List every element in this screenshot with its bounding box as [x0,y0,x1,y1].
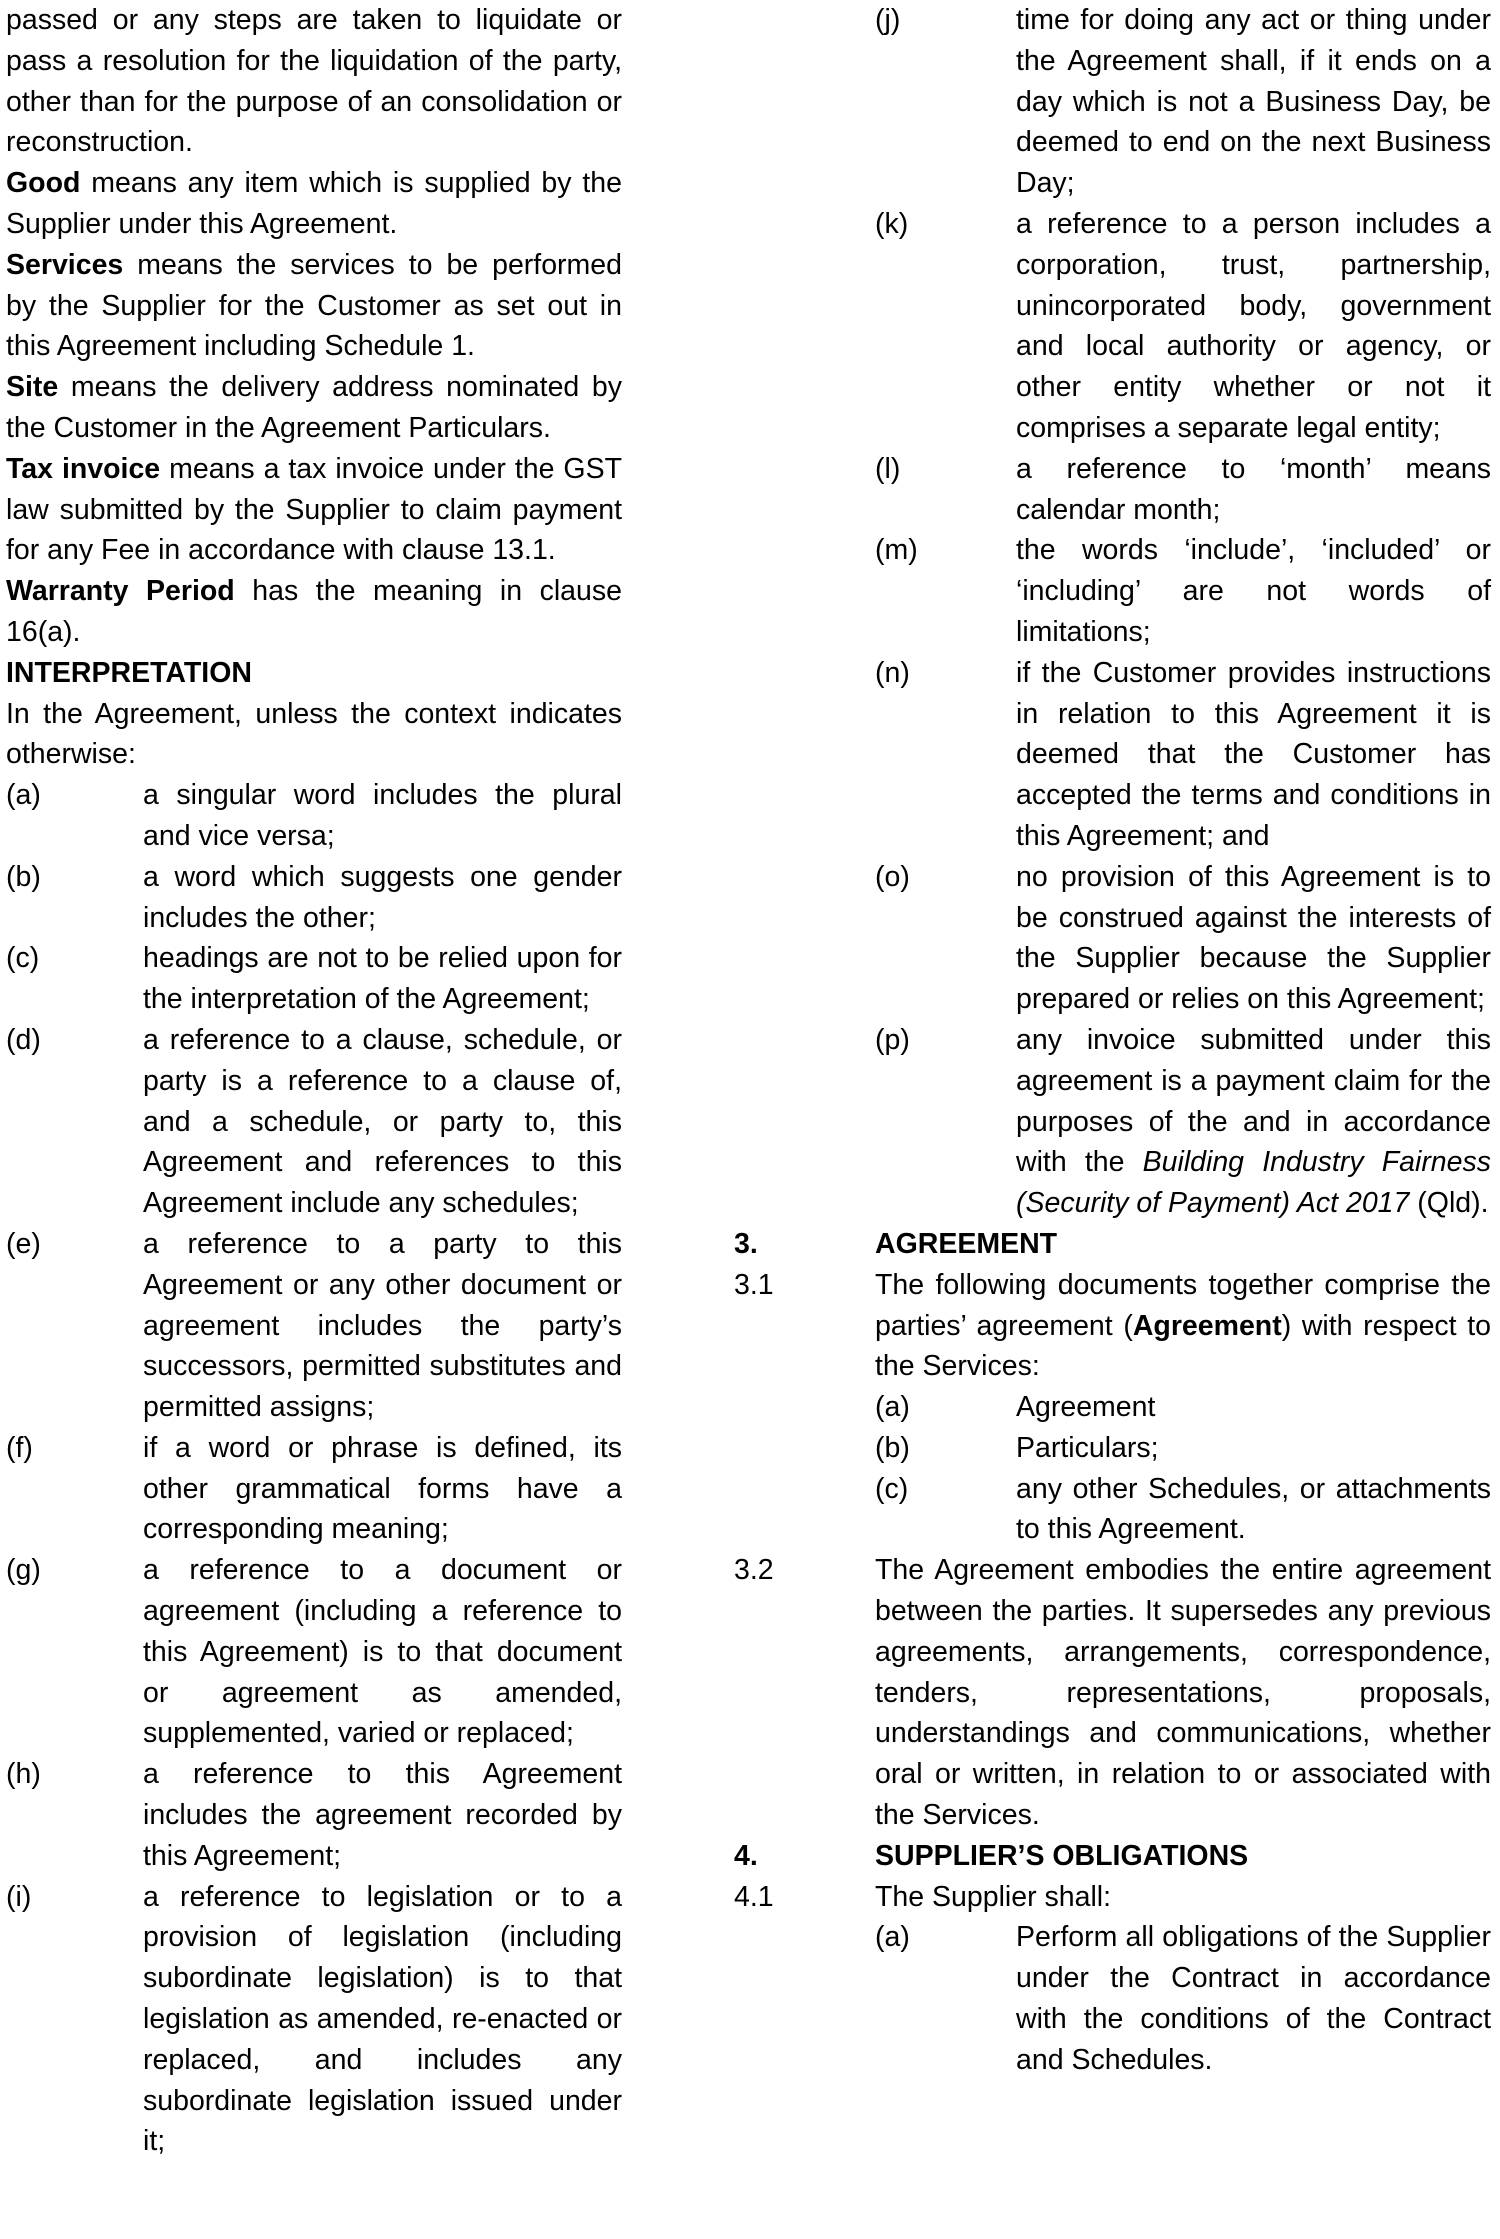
definition-term: Services [6,248,124,281]
clause-number: 3.2 [734,1554,774,1587]
list-item [875,1387,1491,1428]
list-item [6,857,622,939]
clause-text [875,1265,1491,1387]
clause-number: 4.1 [734,1880,774,1913]
item-text: a word which suggests one gender includes the other; [143,860,622,934]
item-text: a reference to a person includes a corporation, trust, partnership, unincorporated body, government and local authority or agency, or other entity whether or not it comprises a separate legal entity; [1016,207,1491,444]
item-label: (a) [875,1921,910,1954]
left-column [6,0,622,2162]
list-item [875,857,1491,1020]
item-label: (c) [875,1472,909,1505]
list-item [875,1469,1491,1551]
section-title: SUPPLIER’S OBLIGATIONS [875,1839,1249,1872]
item-text: a reference to legislation or to a provision of legislation (including subordinate legislation) is to that legislation as amended, re-enacted or replaced, and includes any subordinate legislation issued under it; [143,1880,622,2158]
item-label: (b) [6,860,41,893]
interpretation-intro: In the Agreement, unless the context indicates otherwise: [6,697,622,771]
item-label: (a) [6,779,41,812]
item-text-after: (Qld). [1409,1187,1489,1220]
item-text: a reference to a party to this Agreement or any other document or agreement includes the party’s successors, permitted substitutes and permitted assigns; [143,1227,622,1424]
item-text: Perform all obligations of the Supplier under the Contract in accordance with the conditions of the Contract and Schedules. [1016,1921,1491,2076]
item-label: (c) [6,942,40,975]
clause-text-after: ) with respect to the Services: [875,1309,1491,1383]
item-label: (m) [875,534,918,567]
item-label: (f) [6,1431,33,1464]
item-label: (j) [875,4,901,36]
section-3-heading [734,1224,1491,1265]
clause-text: The Agreement embodies the entire agreement between the parties. It supersedes any previous agreements, arrangements, correspondence, tenders, representations, proposals, understandings and communications, whether oral or written, in relation to or associated with the Services. [875,1554,1491,1832]
list-item [875,1428,1491,1469]
list-item [6,775,622,857]
item-text: Agreement [1016,1391,1156,1424]
item-text: Particulars; [1016,1431,1159,1464]
section-title: AGREEMENT [875,1227,1058,1260]
item-label: (a) [875,1391,910,1424]
list-item [875,530,1491,652]
list-item [6,1550,622,1754]
item-text: headings are not to be relied upon for the interpretation of the Agreement; [143,942,622,1016]
definition-text: means any item which is supplied by the Supplier under this Agreement. [6,167,622,240]
definition-term: Warranty Period [6,575,235,608]
item-text: a singular word includes the plural and vice versa; [143,779,622,852]
definition-warranty-period [6,571,622,653]
definition-text: has the meaning in clause 16(a). [6,575,622,648]
list-item [6,1224,622,1428]
item-label: (b) [875,1431,910,1464]
item-text: if a word or phrase is defined, its other grammatical forms have a corresponding meaning; [143,1431,622,1546]
list-item [875,1917,1491,2080]
item-label: (h) [6,1758,41,1791]
definition-site [6,367,622,449]
definition-term: Good [6,167,81,200]
item-label: (e) [6,1227,41,1260]
continuation-paragraph: passed or any steps are taken to liquidate or pass a resolution for the liquidation of the party, other than for the purpose of an consolidation or reconstruction. [6,4,622,159]
list-item [6,938,622,1020]
definition-good [6,163,622,245]
list-item [875,449,1491,531]
list-item [6,1428,622,1550]
list-item [6,1754,622,1876]
definition-services [6,245,622,367]
clause-3-1 [734,1265,1491,1387]
item-text: if the Customer provides instructions in relation to this Agreement it is deemed that the Customer has accepted the terms and conditions in this Agreement; and [1016,656,1491,852]
interpretation-heading: INTERPRETATION [6,656,252,689]
item-text: any other Schedules, or attachments to this Agreement. [1016,1472,1491,1546]
list-item [875,0,1491,204]
item-label: (d) [6,1023,41,1056]
defined-term: Agreement [1132,1309,1282,1342]
item-text: a reference to ‘month’ means calendar month; [1016,452,1491,526]
clause-4-1 [734,1877,1491,1918]
definition-text: means a tax invoice under the GST law submitted by the Supplier to claim payment for any Fee in accordance with clause 13.1. [6,452,622,567]
section-number: 4. [734,1839,758,1872]
clause-number: 3.1 [734,1268,774,1301]
item-label: (k) [875,207,909,240]
definition-text: means the services to be performed by the Supplier for the Customer as set out in this Agreement including Schedule 1. [6,248,622,363]
section-number: 3. [734,1227,758,1260]
item-text: the words ‘include’, ‘included’ or ‘including’ are not words of limitations; [1016,534,1491,648]
item-label: (n) [875,656,910,689]
item-label: (p) [875,1023,910,1056]
item-text: time for doing any act or thing under the Agreement shall, if it ends on a day which is not a Business Day, be deemed to end on the next Business Day; [1016,4,1491,200]
item-label: (i) [6,1880,32,1913]
item-text: a reference to this Agreement includes the agreement recorded by this Agreement; [143,1758,622,1872]
definition-term: Site [6,371,59,404]
definition-text: means the delivery address nominated by the Customer in the Agreement Particulars. [6,371,622,444]
list-item [6,1020,622,1224]
item-text: no provision of this Agreement is to be construed against the interests of the Supplier because the Supplier prepared or relies on this Agreement; [1016,860,1491,1016]
list-item [875,204,1491,449]
clause-text: The Supplier shall: [875,1880,1112,1913]
right-column [734,0,1491,2081]
clause-text-before: The following documents together comprise the parties’ agreement ( [875,1268,1491,1342]
item-text [1016,1020,1491,1224]
act-title: Building Industry Fairness (Security of Payment) Act 2017 [1016,1146,1492,1220]
item-label: (o) [875,860,910,893]
item-text: a reference to a clause, schedule, or party is a reference to a clause of, and a schedule, or party to, this Agreement and references to this Agreement include any schedules; [143,1023,622,1220]
list-item [875,653,1491,857]
item-text: a reference to a document or agreement (including a reference to this Agreement) is to that document or agreement as amended, supplemented, varied or replaced; [143,1554,622,1750]
item-label: (g) [6,1554,41,1587]
definition-tax-invoice [6,449,622,571]
item-label: (l) [875,452,901,485]
list-item [6,1877,622,2163]
list-item [875,1020,1491,1224]
clause-3-2 [734,1550,1491,1836]
section-4-heading [734,1836,1491,1877]
definition-term: Tax invoice [6,452,161,485]
item-text-before: any invoice submitted under this agreement is a payment claim for the purposes of the and in accordance with the [1016,1023,1491,1179]
